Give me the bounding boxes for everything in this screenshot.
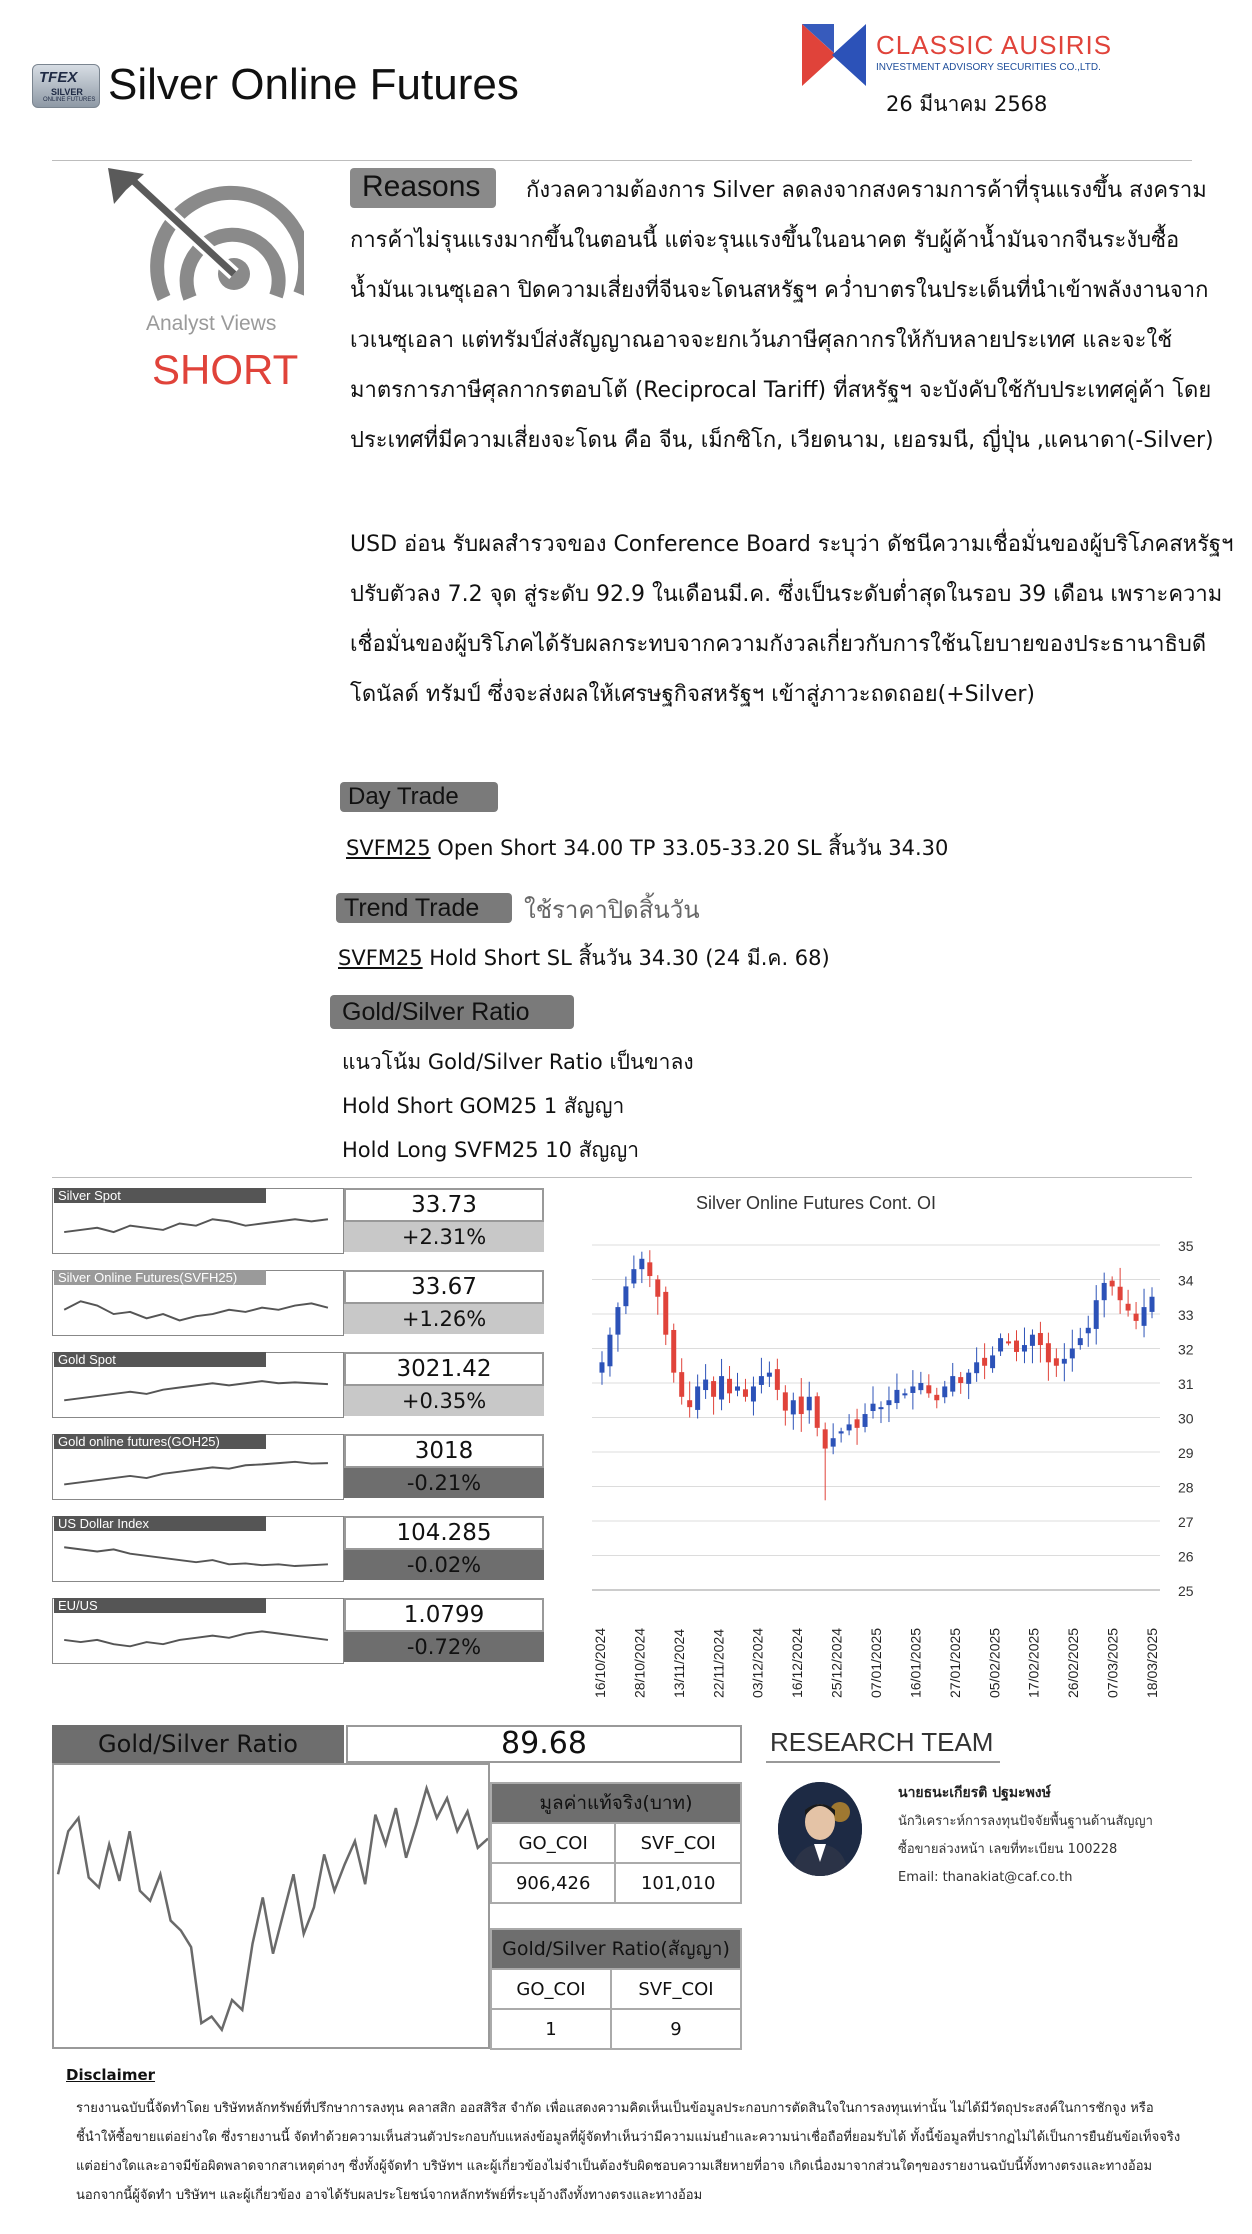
x-tick-label: 05/02/2025 <box>986 1627 1003 1698</box>
candle-body <box>1110 1281 1115 1287</box>
candle-body <box>1038 1333 1043 1345</box>
candle-body <box>1006 1341 1011 1343</box>
candle-body <box>878 1407 883 1409</box>
market-name: US Dollar Index <box>54 1516 266 1531</box>
candle-body <box>982 1358 987 1366</box>
candle-body <box>615 1307 620 1335</box>
x-tick-label: 03/12/2024 <box>749 1627 766 1698</box>
target-arrow-icon <box>104 168 304 310</box>
gsr-line-3: Hold Long SVFM25 10 สัญญา <box>342 1138 640 1162</box>
candle-body <box>1118 1287 1123 1300</box>
candle-body <box>1022 1345 1027 1351</box>
candle-body <box>998 1338 1003 1351</box>
candle-body <box>918 1383 923 1390</box>
y-tick-label: 25 <box>1178 1583 1194 1599</box>
market-name: EU/US <box>54 1598 266 1613</box>
table-cell: 9 <box>611 2009 741 2049</box>
gold-silver-ratio-heading: Gold/Silver Ratio <box>330 995 574 1029</box>
candle-body <box>1046 1343 1051 1362</box>
candle-body <box>871 1404 876 1411</box>
market-price: 33.67 <box>344 1270 544 1304</box>
brand-subtitle: INVESTMENT ADVISORY SECURITIES CO.,LTD. <box>876 62 1101 73</box>
candle-body <box>958 1377 963 1383</box>
candle-body <box>855 1419 860 1428</box>
candle-body <box>735 1386 740 1390</box>
brand-name: CLASSIC AUSIRIS <box>876 30 1113 60</box>
candle-body <box>950 1376 955 1392</box>
analyst-avatar <box>778 1782 862 1876</box>
disclaimer-body <box>76 2094 1196 2210</box>
trend-trade-heading: Trend Trade <box>336 893 512 923</box>
disclaimer-line: รายงานฉบับนี้จัดทำโดย บริษัทหลักทรัพย์ที่ปรึกษาการลงทุน คลาสสิก ออสสิริส จำกัด เพื่อแสดงความคิดเห็นเป็นข้อมูลประกอบการตัดสินใจในการลงทุนเท่านั้น ไม่ได้มีวัตถุประสงค์ในการชักจูง หรือ <box>76 2101 1154 2116</box>
market-change: +0.35% <box>344 1386 544 1416</box>
candle-body <box>1142 1307 1147 1326</box>
market-change: -0.72% <box>344 1632 544 1662</box>
page-title: Silver Online Futures <box>108 60 519 109</box>
y-tick-label: 31 <box>1178 1376 1194 1392</box>
candle-body <box>910 1386 915 1393</box>
ratio-contracts-table <box>490 1928 742 2050</box>
gold-silver-ratio-chart <box>52 1763 490 2049</box>
candle-body <box>934 1395 939 1400</box>
candle-body <box>663 1292 668 1335</box>
candle-body <box>1126 1304 1131 1311</box>
market-change: -0.02% <box>344 1550 544 1580</box>
candle-body <box>1150 1297 1155 1312</box>
candle-body <box>823 1429 828 1448</box>
table-cell: 1 <box>491 2009 611 2049</box>
x-tick-label: 16/01/2025 <box>907 1627 924 1698</box>
analyst-views-label: Analyst Views <box>146 312 277 335</box>
report-date: 26 มีนาคม 2568 <box>886 92 1048 116</box>
candle-body <box>711 1381 716 1397</box>
analyst-role: นักวิเคราะห์การลงทุนปัจจัยพื้นฐานด้านสัญญา <box>898 1814 1153 1829</box>
market-name: Silver Online Futures(SVFH25) <box>54 1270 266 1285</box>
divider <box>52 1177 1192 1178</box>
day-trade-line <box>346 832 948 865</box>
candle-body <box>902 1393 907 1395</box>
x-tick-label: 17/02/2025 <box>1025 1627 1042 1698</box>
day-trade-heading: Day Trade <box>340 782 498 812</box>
candle-body <box>783 1392 788 1410</box>
market-name: Silver Spot <box>54 1188 266 1203</box>
candle-body <box>839 1431 844 1433</box>
candle-body <box>1070 1349 1075 1359</box>
tfex-logo-sub2: ONLINE FUTURES <box>43 97 96 103</box>
candle-body <box>631 1269 636 1283</box>
candle-body <box>679 1372 684 1397</box>
candle-body <box>847 1424 852 1430</box>
disclaimer-line: แต่อย่างใดและอาจมีข้อผิดพลาดจากสาเหตุต่างๆ ซึ่งทั้งผู้จัดทำ บริษัทฯ และผู้เกี่ยวข้องไม่จำเป็นต้องรับผิดชอบความเสียหายที่อาจ เกิดเนื่องมาจากส่วนใดๆของรายงานฉบับนี้ทั้งทางตรงและทางอ้อม <box>76 2159 1153 2174</box>
y-tick-label: 35 <box>1178 1238 1194 1254</box>
x-tick-label: 18/03/2025 <box>1144 1627 1160 1698</box>
gold-silver-ratio-value: 89.68 <box>346 1725 742 1763</box>
tfex-logo-text: TFEX <box>39 69 78 86</box>
table-header: SVF_COI <box>611 1969 741 2009</box>
analyst-name: นายธนะเกียรติ ปฐมะพงษ์ <box>898 1785 1051 1801</box>
market-tile <box>52 1270 552 1338</box>
x-tick-label: 16/10/2024 <box>592 1627 608 1698</box>
candle-body <box>966 1373 971 1384</box>
table-header: SVF_COI <box>615 1823 741 1863</box>
market-tile <box>52 1352 552 1420</box>
x-tick-label: 07/01/2025 <box>868 1627 884 1698</box>
trend-trade-note: ใช้ราคาปิดสิ้นวัน <box>524 896 700 924</box>
candle-body <box>1094 1300 1099 1329</box>
trend-trade-symbol: SVFM25 <box>338 946 423 970</box>
classic-ausiris-logo-icon <box>798 22 870 88</box>
x-tick-label: 07/03/2025 <box>1104 1627 1121 1698</box>
x-tick-label: 28/10/2024 <box>631 1627 648 1698</box>
analyst-email[interactable]: Email: thanakiat@caf.co.th <box>898 1870 1073 1885</box>
candle-body <box>886 1400 891 1405</box>
silver-futures-candlestick-chart <box>582 1225 1212 1715</box>
market-tile <box>52 1188 552 1256</box>
candle-body <box>831 1438 836 1446</box>
candle-body <box>607 1335 612 1367</box>
divider <box>766 1761 1000 1763</box>
candle-body <box>655 1279 660 1296</box>
market-price: 33.73 <box>344 1188 544 1222</box>
candle-body <box>942 1386 947 1397</box>
y-tick-label: 34 <box>1178 1272 1194 1289</box>
table-title: Gold/Silver Ratio(สัญญา) <box>491 1929 741 1969</box>
candle-body <box>926 1385 931 1393</box>
candle-body <box>974 1362 979 1373</box>
gold-silver-ratio-label: Gold/Silver Ratio <box>52 1725 344 1763</box>
candle-body <box>719 1376 724 1399</box>
disclaimer-heading: Disclaimer <box>66 2066 156 2084</box>
candle-body <box>1086 1328 1091 1333</box>
candle-body <box>815 1396 820 1428</box>
candle-body <box>671 1330 676 1373</box>
y-tick-label: 26 <box>1178 1548 1194 1565</box>
reasons-heading: Reasons <box>350 168 496 208</box>
x-tick-label: 16/12/2024 <box>789 1627 806 1698</box>
candle-body <box>767 1373 772 1377</box>
table-title: มูลค่าแท้จริง(บาท) <box>491 1783 741 1823</box>
trend-trade-text: Hold Short SL สิ้นวัน 34.30 (24 มี.ค. 68) <box>422 946 830 970</box>
candle-body <box>1054 1358 1059 1365</box>
market-name: Gold Spot <box>54 1352 266 1367</box>
y-tick-label: 33 <box>1178 1307 1194 1323</box>
candle-body <box>791 1400 796 1414</box>
analyst-license: ซื้อขายล่วงหน้า เลขที่ทะเบียน 100228 <box>898 1842 1118 1857</box>
market-change: -0.21% <box>344 1468 544 1498</box>
candle-body <box>703 1380 708 1390</box>
x-tick-label: 26/02/2025 <box>1065 1627 1082 1698</box>
x-tick-label: 27/01/2025 <box>946 1627 963 1698</box>
market-change: +1.26% <box>344 1304 544 1334</box>
gsr-line-1: แนวโน้ม Gold/Silver Ratio เป็นขาลง <box>342 1050 694 1074</box>
candle-body <box>990 1355 995 1368</box>
tfex-logo <box>32 64 100 108</box>
candle-body <box>743 1389 748 1396</box>
candle-body <box>775 1369 780 1390</box>
candle-body <box>639 1259 644 1269</box>
candle-body <box>687 1400 692 1407</box>
candle-body <box>647 1262 652 1276</box>
market-price: 3018 <box>344 1434 544 1468</box>
y-tick-label: 30 <box>1178 1410 1194 1427</box>
candle-body <box>1102 1283 1107 1300</box>
table-cell: 906,426 <box>491 1863 615 1903</box>
market-price: 3021.42 <box>344 1352 544 1386</box>
candle-body <box>727 1379 732 1394</box>
candle-body <box>695 1386 700 1409</box>
x-tick-label: 13/11/2024 <box>670 1628 687 1698</box>
market-tile <box>52 1434 552 1502</box>
y-tick-label: 32 <box>1178 1341 1194 1358</box>
market-change: +2.31% <box>344 1222 544 1252</box>
candle-body <box>1030 1335 1035 1346</box>
y-tick-label: 28 <box>1178 1479 1194 1496</box>
trend-trade-line <box>338 942 830 975</box>
ratio-series-line <box>58 1788 488 2030</box>
intrinsic-value-table <box>490 1782 742 1904</box>
x-tick-label: 22/11/2024 <box>710 1628 727 1698</box>
candle-body <box>623 1286 628 1306</box>
table-header: GO_COI <box>491 1823 615 1863</box>
analyst-view-value: SHORT <box>152 346 299 393</box>
table-cell: 101,010 <box>615 1863 741 1903</box>
market-price: 1.0799 <box>344 1598 544 1632</box>
candle-body <box>1062 1359 1067 1364</box>
candle-body <box>1078 1338 1083 1345</box>
y-tick-label: 27 <box>1178 1514 1194 1530</box>
divider <box>52 160 1192 161</box>
candle-body <box>1134 1314 1139 1321</box>
candle-body <box>894 1390 899 1403</box>
y-tick-label: 29 <box>1178 1445 1194 1461</box>
chart-title: Silver Online Futures Cont. OI <box>695 1193 937 1213</box>
gsr-line-2: Hold Short GOM25 1 สัญญา <box>342 1094 625 1118</box>
x-tick-label: 25/12/2024 <box>828 1627 845 1698</box>
candle-body <box>863 1414 868 1427</box>
reason-paragraph-2: USD อ่อน รับผลสำรวจของ Conference Board ระบุว่า ดัชนีความเชื่อมั่นของผู้บริโภคสหรัฐฯ ปรับตัวลง 7.2 จุด สู่ระดับ 92.9 ในเดือนมี.ค. ซึ่งเป็นระดับต่ำสุดในรอบ 39 เดือน เพราะความเชื่อมั่นของผู้บริโภคได้รับผลกระทบจากความกังวลเกี่ยวกับการใช้นโยบายของประธานาธิบดีโดนัลด์ ทรัมป์ ซึ่งจะส่งผลให้เศรษฐกิจสหรัฐฯ เข้าสู่ภาวะถดถอย(+Silver) <box>350 532 1234 707</box>
disclaimer-line: นอกจากนี้ผู้จัดทำ บริษัทฯ และผู้เกี่ยวข้อง อาจได้รับผลประโยชน์จากหลักทรัพย์ที่ระบุอ้างถึงทั้งทางตรงและทางอ้อม <box>76 2188 703 2203</box>
candle-body <box>799 1397 804 1415</box>
candle-body <box>759 1376 764 1385</box>
day-trade-text: Open Short 34.00 TP 33.05-33.20 SL สิ้นวัน 34.30 <box>430 836 949 860</box>
candle-body <box>751 1386 756 1401</box>
table-header: GO_COI <box>491 1969 611 2009</box>
market-price: 104.285 <box>344 1516 544 1550</box>
candle-body <box>599 1362 604 1372</box>
candle-body <box>1014 1341 1019 1352</box>
disclaimer-line: ชี้นำให้ซื้อขายแต่อย่างใด ซึ่งรายงานนี้ จัดทำด้วยความเห็นส่วนตัวประกอบกับแหล่งข้อมูลที่ผู้จัดทำเห็นว่ามีความแม่นยำและความน่าเชื่อถือที่ยอมรับได้ ทั้งนี้ข้อมูลที่ปรากฏไม่ได้เป็นการยืนยันข้อเท็จจริง <box>76 2130 1181 2145</box>
research-team-title: RESEARCH TEAM <box>770 1727 994 1757</box>
day-trade-symbol: SVFM25 <box>346 836 431 860</box>
tfex-logo-sub: SILVER <box>51 87 83 97</box>
market-tile <box>52 1598 552 1666</box>
market-tile <box>52 1516 552 1584</box>
market-name: Gold online futures(GOH25) <box>54 1434 266 1449</box>
candle-body <box>807 1397 812 1411</box>
reason-paragraph-1: กังวลความต้องการ Silver ลดลงจากสงครามการค้าที่รุนแรงขึ้น สงครามการค้าไม่รุนแรงมากขึ้นในตอนนี้ แต่จะรุนแรงขึ้นในอนาคต รับผู้ค้าน้ำมันจากจีนระงับซื้อน้ำมันเวเนซุเอลา ปิดความเสี่ยงที่จีนจะโดนสหรัฐฯ คว่ำบาตรในประเด็นที่นำเข้าพลังงานจากเวเนซุเอลา แต่ทรัมป์ส่งสัญญาณอาจจะยกเว้นภาษีศุลกากรให้กับหลายประเทศ และจะใช้มาตรการภาษีศุลกากรตอบโต้ (Reciprocal Tariff) ที่สหรัฐฯ จะบังคับใช้กับประเทศคู่ค้า โดยประเทศที่มีความเสี่ยงจะโดน คือ จีน, เม็กซิโก, เวียดนาม, เยอรมนี, ญี่ปุ่น ,แคนาดา(-Silver) <box>350 178 1214 453</box>
